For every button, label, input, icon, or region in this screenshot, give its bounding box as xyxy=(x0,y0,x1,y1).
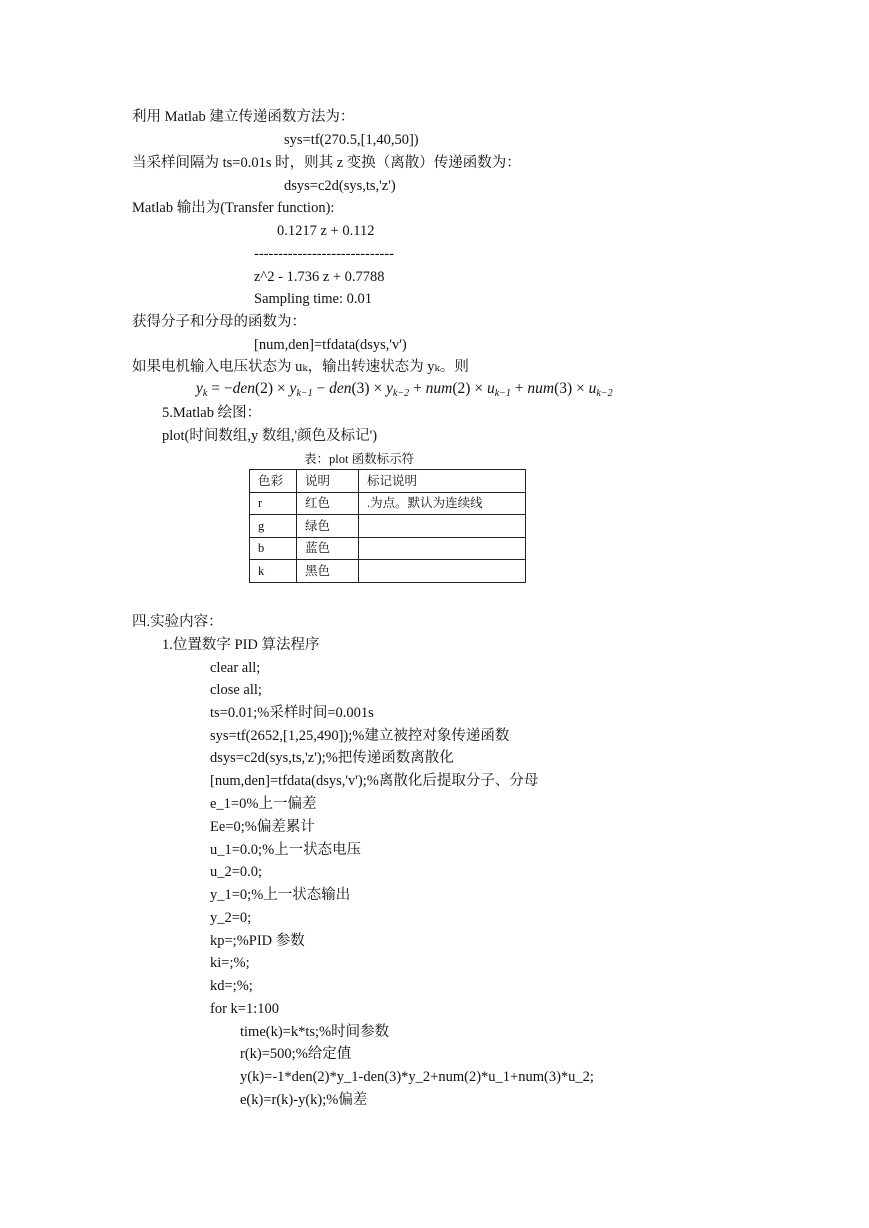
table-header-cell: 说明 xyxy=(297,470,359,493)
text-line: 获得分子和分母的函数为： xyxy=(132,314,306,330)
table-cell: 蓝色 xyxy=(297,537,359,560)
table-cell: g xyxy=(250,515,297,538)
code-line: clear all; xyxy=(210,660,261,676)
table-cell: b xyxy=(250,537,297,560)
difference-equation: $y_k = -den(2) \times y_{k-1} - den(3) \times y_{k-2} + num(2) \times u_{k-1} + num(3) \times u_{k-2}$ xyxy=(196,380,613,399)
code-line: ki=;%; xyxy=(210,955,250,971)
table-header-cell: 色彩 xyxy=(250,470,297,493)
text-line: 当采样间隔为 ts=0.01s 时，则其 z 变换（离散）传递函数为： xyxy=(132,155,521,171)
text-line: 利用 Matlab 建立传递函数方法为： xyxy=(132,109,355,125)
text-line: 如果电机输入电压状态为 uₖ，输出转速状态为 yₖ。则 xyxy=(132,359,469,375)
code-line: sys=tf(270.5,[1,40,50]) xyxy=(284,132,419,148)
table-cell: k xyxy=(250,560,297,583)
table-cell: .为点。默认为连续线 xyxy=(359,492,526,515)
table-cell xyxy=(359,515,526,538)
code-line: plot(时间数组,y 数组,'颜色及标记') xyxy=(162,428,378,444)
table-header-cell: 标记说明 xyxy=(359,470,526,493)
plot-marker-table xyxy=(249,469,526,583)
code-line: u_2=0.0; xyxy=(210,864,263,880)
table-cell: r xyxy=(250,492,297,515)
table-row xyxy=(250,560,526,583)
code-line: dsys=c2d(sys,ts,'z');%把传递函数离散化 xyxy=(210,750,454,766)
code-line: y_2=0; xyxy=(210,910,252,926)
loop-code-line: r(k)=500;%给定值 xyxy=(240,1046,352,1062)
table-header-row xyxy=(250,470,526,493)
output-numerator: 0.1217 z + 0.112 xyxy=(277,223,375,239)
loop-code-line: time(k)=k*ts;%时间参数 xyxy=(240,1024,390,1040)
table-cell xyxy=(359,560,526,583)
code-line: [num,den]=tfdata(dsys,'v') xyxy=(254,337,407,353)
loop-code-line: y(k)=-1*den(2)*y_1-den(3)*y_2+num(2)*u_1+num(3)*u_2; xyxy=(240,1069,594,1085)
table-cell: 黑色 xyxy=(297,560,359,583)
table-cell: 红色 xyxy=(297,492,359,515)
loop-code-line: e(k)=r(k)-y(k);%偏差 xyxy=(240,1092,368,1108)
code-line: kp=;%PID 参数 xyxy=(210,933,305,949)
subsection-title: 1.位置数字 PID 算法程序 xyxy=(162,637,320,653)
code-line: Ee=0;%偏差累计 xyxy=(210,819,315,835)
code-line: sys=tf(2652,[1,25,490]);%建立被控对象传递函数 xyxy=(210,728,510,744)
section-heading: 5.Matlab 绘图： xyxy=(162,405,262,421)
table-row xyxy=(250,537,526,560)
code-line: for k=1:100 xyxy=(210,1001,279,1017)
table-cell: 绿色 xyxy=(297,515,359,538)
code-line: close all; xyxy=(210,682,262,698)
code-line: ts=0.01;%采样时间=0.001s xyxy=(210,705,374,721)
code-line: [num,den]=tfdata(dsys,'v');%离散化后提取分子、分母 xyxy=(210,773,539,789)
code-line: y_1=0;%上一状态输出 xyxy=(210,887,351,903)
output-sampling-time: Sampling time: 0.01 xyxy=(254,291,373,307)
section-title: 四.实验内容： xyxy=(132,614,223,630)
output-divider: ----------------------------- xyxy=(254,246,395,262)
code-line: kd=;%; xyxy=(210,978,253,994)
code-line: e_1=0%上一偏差 xyxy=(210,796,317,812)
table-cell xyxy=(359,537,526,560)
table-row xyxy=(250,515,526,538)
code-line: u_1=0.0;%上一状态电压 xyxy=(210,842,362,858)
table-caption: 表：plot 函数标示符 xyxy=(304,452,415,466)
text-line: Matlab 输出为(Transfer function): xyxy=(132,200,335,216)
output-denominator: z^2 - 1.736 z + 0.7788 xyxy=(254,269,385,285)
code-line: dsys=c2d(sys,ts,'z') xyxy=(284,178,396,194)
table-row xyxy=(250,492,526,515)
